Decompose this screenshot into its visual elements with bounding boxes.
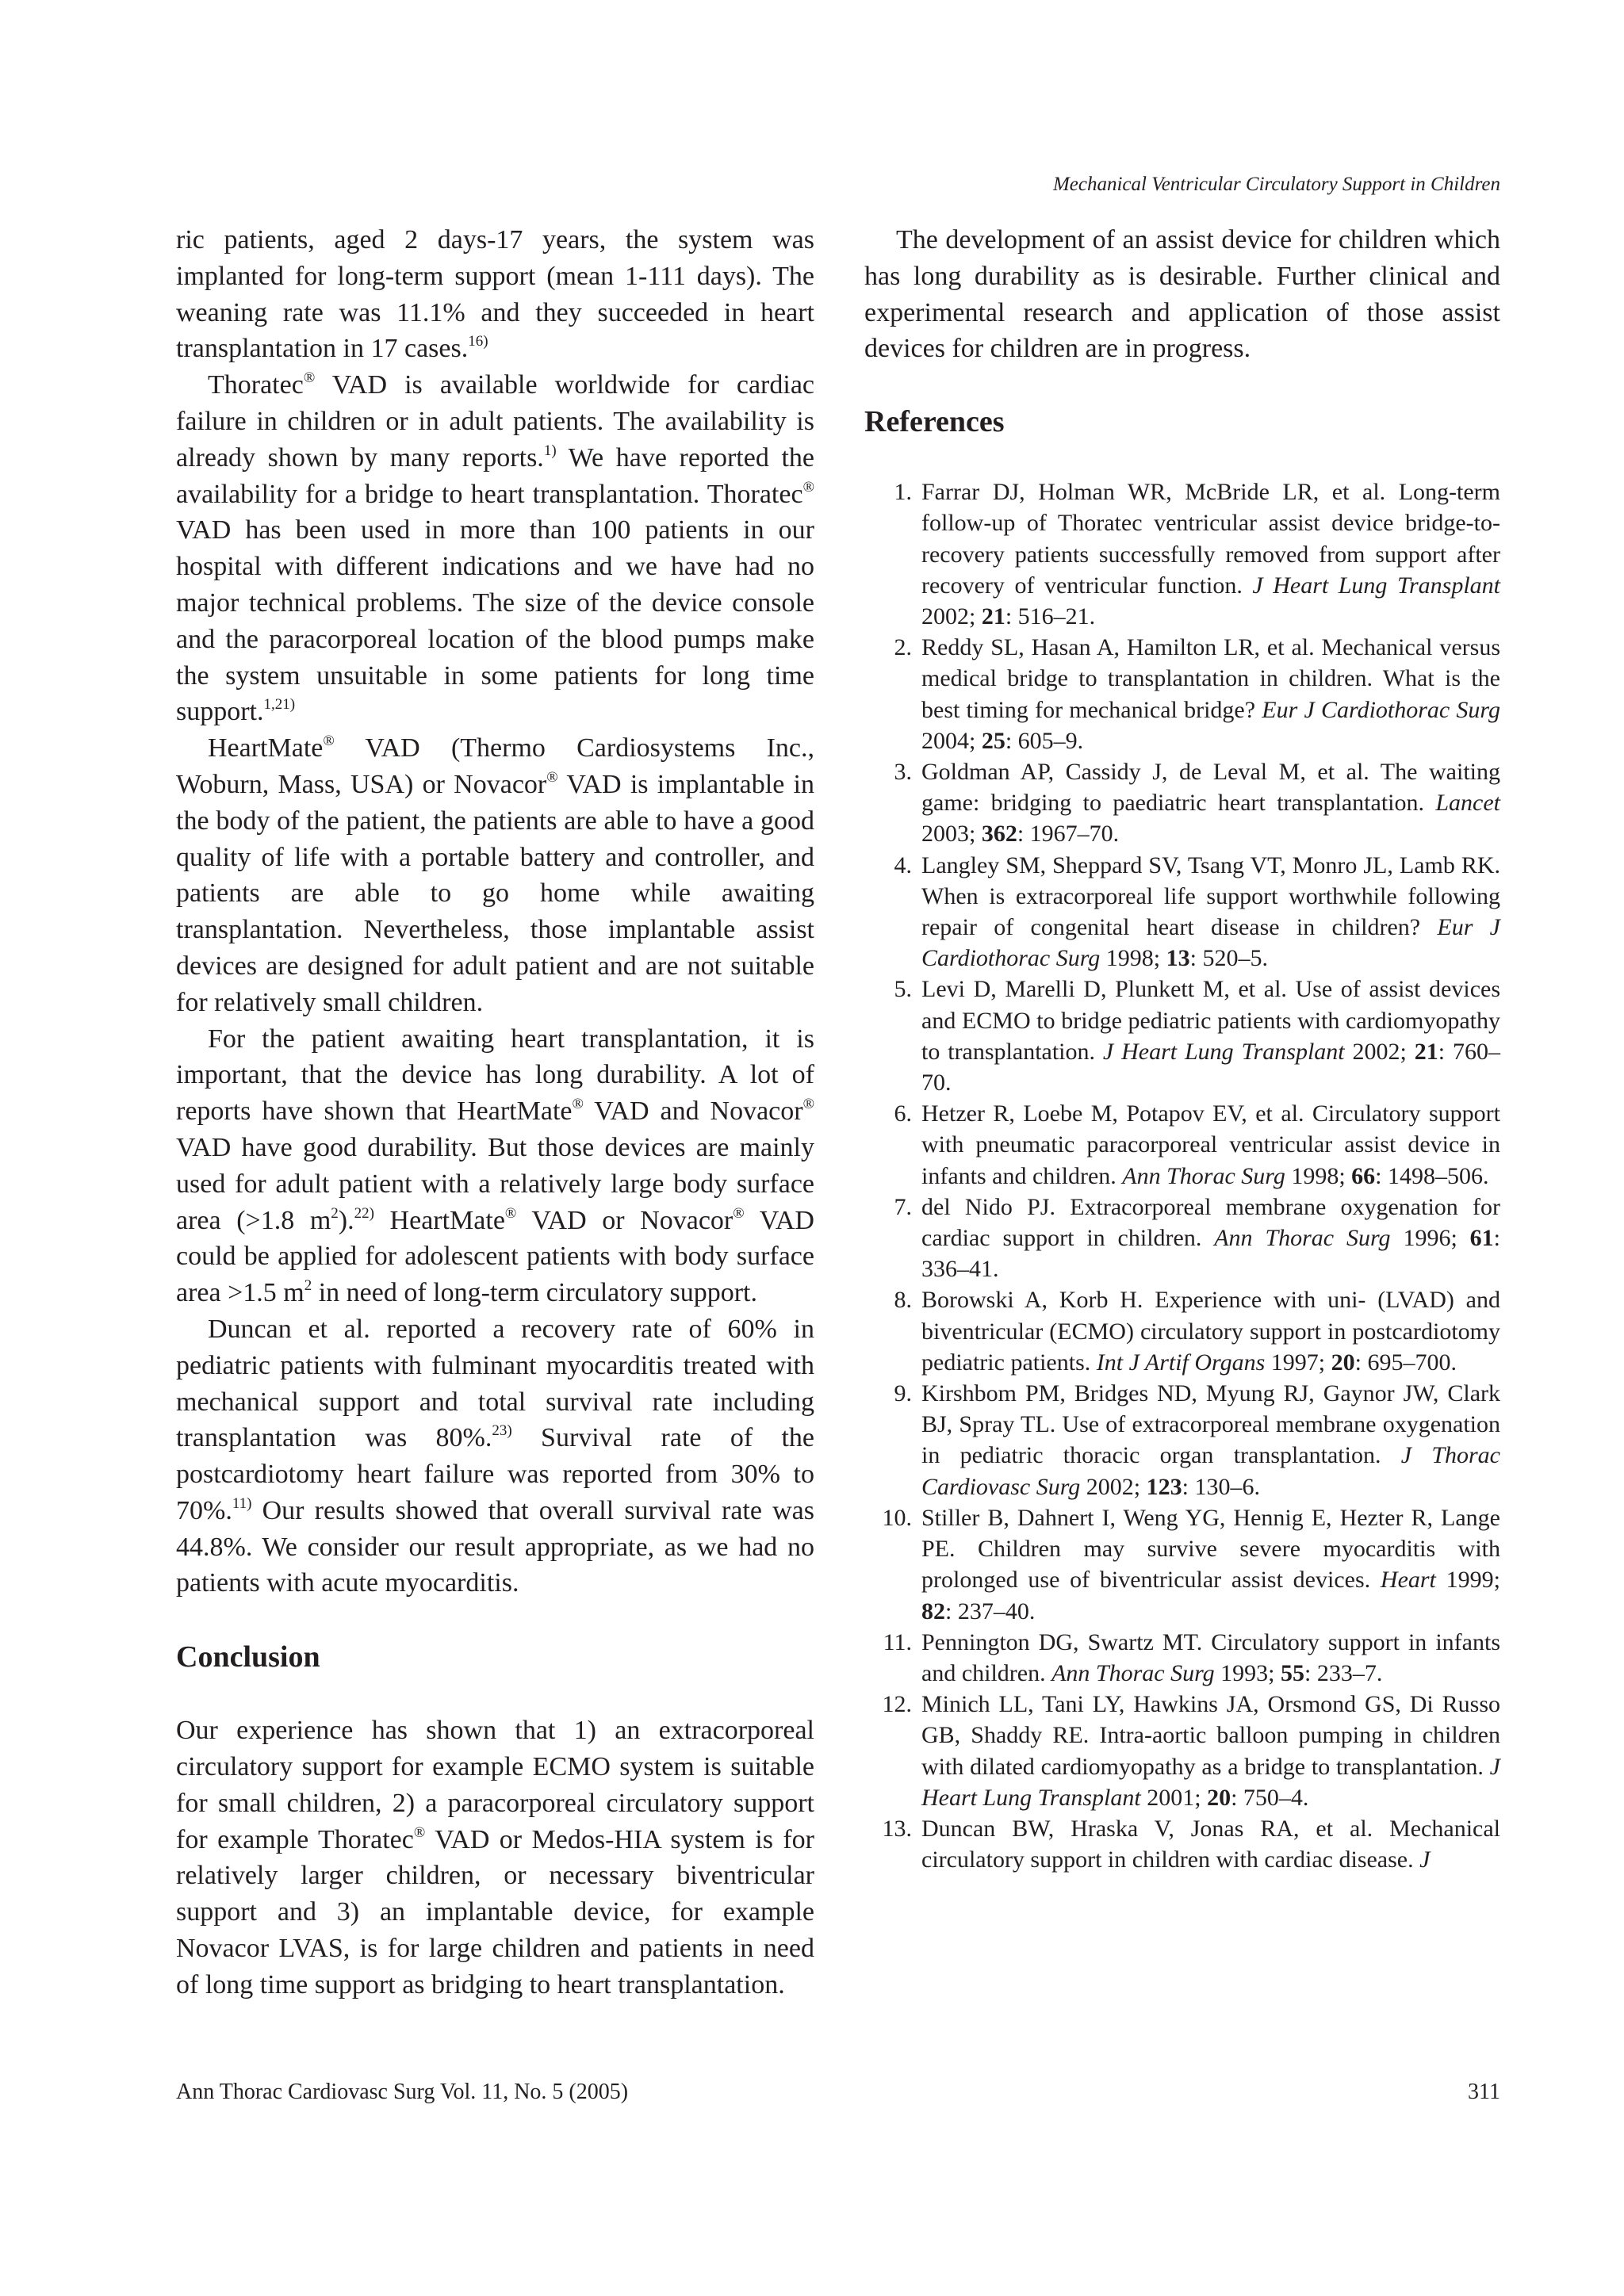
journal-name: J Heart Lung Transplant: [921, 1753, 1500, 1811]
citation-superscript: 11): [232, 1494, 252, 1512]
footer-citation: Ann Thorac Cardiovasc Surg Vol. 11, No. 5 (2005): [176, 2080, 629, 2104]
reference-text: Stiller B, Dahnert I, Weng YG, Hennig E, Hezter R, Lange PE. Children may survive severe myocarditis with prolonged use of biventricular assist devices. Heart 1999; 82: 237–40.: [921, 1504, 1500, 1624]
volume-number: 21: [981, 603, 1005, 629]
text-run: ).: [338, 1205, 354, 1235]
reference-item: [864, 974, 1500, 1098]
journal-name: J Thorac Cardiovasc Surg: [921, 1442, 1501, 1500]
volume-number: 20: [1331, 1349, 1355, 1376]
journal-name: Eur J Cardiothorac Surg: [921, 914, 1500, 972]
text-run: in need of long-term circulatory support.: [312, 1278, 757, 1308]
reference-number: 8.: [894, 1287, 912, 1314]
reference-number: 3.: [894, 759, 912, 786]
paragraph-right-1: The development of an assist device for children which has long durability as is desirable. Further clinical and experimental research and application of those assist devices for children are in progress.: [864, 225, 1500, 364]
text-run: Our experience has shown that 1) an extracorporeal circulatory support for example ECMO system is suitable for small children, 2) a paracorporeal circulatory support for example Thoratec: [176, 1716, 814, 1854]
reference-text: Kirshbom PM, Bridges ND, Myung RJ, Gaynor JW, Clark BJ, Spray TL. Use of extracorporeal membrane oxygenation in pediatric thoracic organ transplantation. J Thorac Cardiovasc Surg 2002; 123: 130–6.: [921, 1380, 1501, 1500]
conclusion-heading: Conclusion: [176, 1640, 320, 1674]
reference-number: 11.: [883, 1628, 912, 1655]
reference-text: Pennington DG, Swartz MT. Circulatory support in infants and children. Ann Thorac Surg 1993; 55: 233–7.: [921, 1628, 1500, 1686]
text-run: VAD or Novacor: [516, 1205, 733, 1235]
registered-mark: ®: [504, 1204, 517, 1222]
reference-number: 2.: [894, 634, 912, 661]
reference-text: Duncan BW, Hraska V, Jonas RA, et al. Mechanical circulatory support in children with cardiac disease. J: [921, 1815, 1500, 1873]
reference-number: 4.: [894, 851, 912, 878]
text-run: VAD or Medos-HIA system is for relatively larger children, or necessary biventricular support and 3) an implantable device, for example Novacor LVAS, is for large children and patients in need of long time support as bridging to heart transplantation.: [176, 1824, 815, 1999]
text-run: We have reported the availability for a bridge to heart transplantation. Thoratec: [176, 442, 814, 509]
registered-mark: ®: [802, 1096, 815, 1113]
registered-mark: ®: [413, 1823, 426, 1841]
reference-item: [864, 850, 1500, 974]
reference-item: [864, 1192, 1500, 1285]
left-column: [176, 222, 814, 2003]
volume-number: 61: [1469, 1225, 1494, 1252]
volume-number: 25: [981, 727, 1005, 754]
reference-item: [864, 756, 1500, 850]
right-column: [864, 222, 1500, 1875]
journal-name: Heart: [1380, 1567, 1436, 1594]
running-head: Mechanical Ventricular Circulatory Support in Children: [1052, 174, 1500, 195]
volume-number: 123: [1146, 1473, 1182, 1500]
paragraph-3: [176, 730, 814, 1020]
journal-name: J: [1419, 1846, 1431, 1873]
page-number: 311: [1468, 2080, 1500, 2104]
journal-name: Ann Thorac Surg: [1122, 1162, 1285, 1189]
paragraph-2: [176, 367, 814, 730]
volume-number: 20: [1207, 1784, 1231, 1811]
volume-number: 21: [1414, 1038, 1438, 1065]
journal-name: J Heart Lung Transplant: [1102, 1038, 1345, 1065]
reference-number: 10.: [882, 1504, 912, 1531]
reference-number: 13.: [882, 1815, 912, 1842]
reference-item: [864, 1689, 1500, 1813]
text-run: For the patient awaiting heart transplantation, it is important, that the device has long durability. A lot of reports have shown that HeartMate: [176, 1024, 814, 1127]
reference-item: [864, 632, 1500, 756]
reference-number: 5.: [894, 976, 912, 1003]
reference-text: Minich LL, Tani LY, Hawkins JA, Orsmond GS, Di Russo GB, Shaddy RE. Intra-aortic balloon pumping in children with dilated cardiomyopathy as a bridge to transplantation. J Heart Lung Transplant 2001; 20: 750–4.: [921, 1691, 1500, 1811]
volume-number: 66: [1351, 1162, 1376, 1189]
registered-mark: ®: [572, 1096, 584, 1113]
text-run: Thoratec: [208, 370, 304, 400]
registered-mark: ®: [303, 369, 316, 387]
reference-text: Borowski A, Korb H. Experience with uni- (LVAD) and biventricular (ECMO) circulatory support in postcardiotomy pediatric patients. Int J Artif Organs 1997; 20: 695–700.: [921, 1287, 1500, 1376]
text-run: VAD could be applied for adolescent patients with body surface area >1.5 m: [176, 1205, 814, 1308]
volume-number: 55: [1281, 1659, 1305, 1686]
reference-item: [864, 1378, 1500, 1502]
registered-mark: ®: [802, 478, 814, 496]
reference-item: [864, 1284, 1500, 1378]
reference-number: 6.: [894, 1100, 912, 1127]
reference-text: Levi D, Marelli D, Plunkett M, et al. Use of assist devices and ECMO to bridge pediatric patients with cardiomyopathy to transplantation. J Heart Lung Transplant 2002; 21: 760–70.: [921, 976, 1500, 1096]
text-run: VAD have good durability. But those devices are mainly used for adult patient with a relatively large body surface area (>1.8 m: [176, 1132, 814, 1235]
journal-name: J Heart Lung Transplant: [1252, 572, 1500, 599]
reference-item: [864, 1627, 1500, 1689]
journal-name: Int J Artif Organs: [1096, 1349, 1266, 1376]
reference-item: [864, 1098, 1500, 1192]
text-run: Our results showed that overall survival rate was 44.8%. We consider our result appropriate, as we had no patients with acute myocarditis.: [176, 1495, 814, 1598]
journal-name: Lancet: [1435, 790, 1500, 817]
reference-item: [864, 1813, 1500, 1875]
text-run: Survival rate of the postcardiotomy heart failure was reported from 30% to 70%.: [176, 1423, 814, 1525]
reference-text: Reddy SL, Hasan A, Hamilton LR, et al. Mechanical versus medical bridge to transplantation in children. What is the best timing for mechanical bridge? Eur J Cardiothorac Surg 2004; 25: 605–9.: [921, 634, 1500, 754]
citation-superscript: 1,21): [263, 696, 296, 714]
reference-list: [864, 476, 1500, 1875]
journal-name: Ann Thorac Surg: [1051, 1659, 1215, 1686]
paragraph-1: [176, 222, 814, 367]
text-run: Duncan et al. reported a recovery rate of 60% in pediatric patients with fulminant myocarditis treated with mechanical support and total survival rate including transplantation was 80%.: [176, 1314, 814, 1453]
paragraph-4: [176, 1021, 814, 1311]
text-run: VAD has been used in more than 100 patients in our hospital with different indications and we have had no major technical problems. The size of the device console and the paracorporeal location of the blood pumps make the system unsuitable in some patients for long time support.: [176, 515, 814, 727]
volume-number: 13: [1166, 945, 1190, 972]
reference-text: Hetzer R, Loebe M, Potapov EV, et al. Circulatory support with pneumatic paracorporeal ventricular assist device in infants and children. Ann Thorac Surg 1998; 66: 1498–506.: [921, 1100, 1500, 1189]
reference-text: del Nido PJ. Extracorporeal membrane oxygenation for cardiac support in children. Ann Thorac Surg 1996; 61: 336–41.: [921, 1193, 1500, 1283]
journal-name: Ann Thorac Surg: [1214, 1225, 1391, 1252]
reference-text: Goldman AP, Cassidy J, de Leval M, et al. The waiting game: bridging to paediatric heart transplantation. Lancet 2003; 362: 1967–70.: [921, 759, 1500, 848]
paragraph-conclusion: [176, 1712, 814, 2003]
text-run: HeartMate: [373, 1205, 505, 1235]
paragraph-5: [176, 1311, 814, 1601]
text-run: VAD (Thermo Cardiosystems Inc., Woburn, Mass, USA) or Novacor: [176, 733, 814, 799]
citation-superscript: 1): [543, 442, 557, 459]
volume-number: 82: [921, 1598, 945, 1624]
reference-number: 7.: [894, 1193, 912, 1220]
registered-mark: ®: [546, 768, 558, 786]
registered-mark: ®: [733, 1204, 745, 1222]
reference-text: Langley SM, Sheppard SV, Tsang VT, Monro JL, Lamb RK. When is extracorporeal life support worthwhile following repair of congenital heart disease in children? Eur J Cardiothorac Surg 1998; 13: 520–5.: [921, 851, 1500, 972]
text-run: HeartMate: [208, 733, 324, 763]
registered-mark: ®: [323, 733, 335, 750]
reference-item: [864, 476, 1500, 632]
reference-text: Farrar DJ, Holman WR, McBride LR, et al. Long-term follow-up of Thoratec ventricular assist device bridge-to-recovery patients successfully removed from support after recovery of ventricular function. J Heart Lung Transplant 2002; 21: 516–21.: [921, 479, 1500, 629]
text-run: VAD is implantable in the body of the patient, the patients are able to have a good quality of life with a portable battery and controller, and patients are able to go home while awaiting transplantation. Nevertheless, those implantable assist devices are designed for adult patient and are not suitable for relatively small children.: [176, 769, 814, 1017]
citation-superscript: 16): [468, 333, 488, 350]
text-run: VAD is available worldwide for cardiac failure in children or in adult patients. The availability is already shown by many reports.: [176, 370, 814, 473]
reference-number: 9.: [894, 1380, 912, 1407]
reference-number: 1.: [894, 479, 912, 506]
volume-number: 362: [981, 821, 1017, 848]
text-run: ric patients, aged 2 days-17 years, the system was implanted for long-term support (mean 1-111 days). The weaning rate was 11.1% and they succeeded in heart transplantation in 17 cases.: [176, 225, 814, 364]
journal-name: Eur J Cardiothorac Surg: [1262, 696, 1500, 723]
reference-number: 12.: [882, 1691, 912, 1718]
squared-superscript: 2: [304, 1277, 312, 1295]
citation-superscript: 23): [492, 1422, 512, 1440]
reference-item: [864, 1502, 1500, 1627]
citation-superscript: 22): [354, 1204, 374, 1222]
references-heading: References: [864, 405, 1005, 439]
squared-superscript: 2: [331, 1204, 339, 1222]
text-run: VAD and Novacor: [583, 1096, 803, 1127]
